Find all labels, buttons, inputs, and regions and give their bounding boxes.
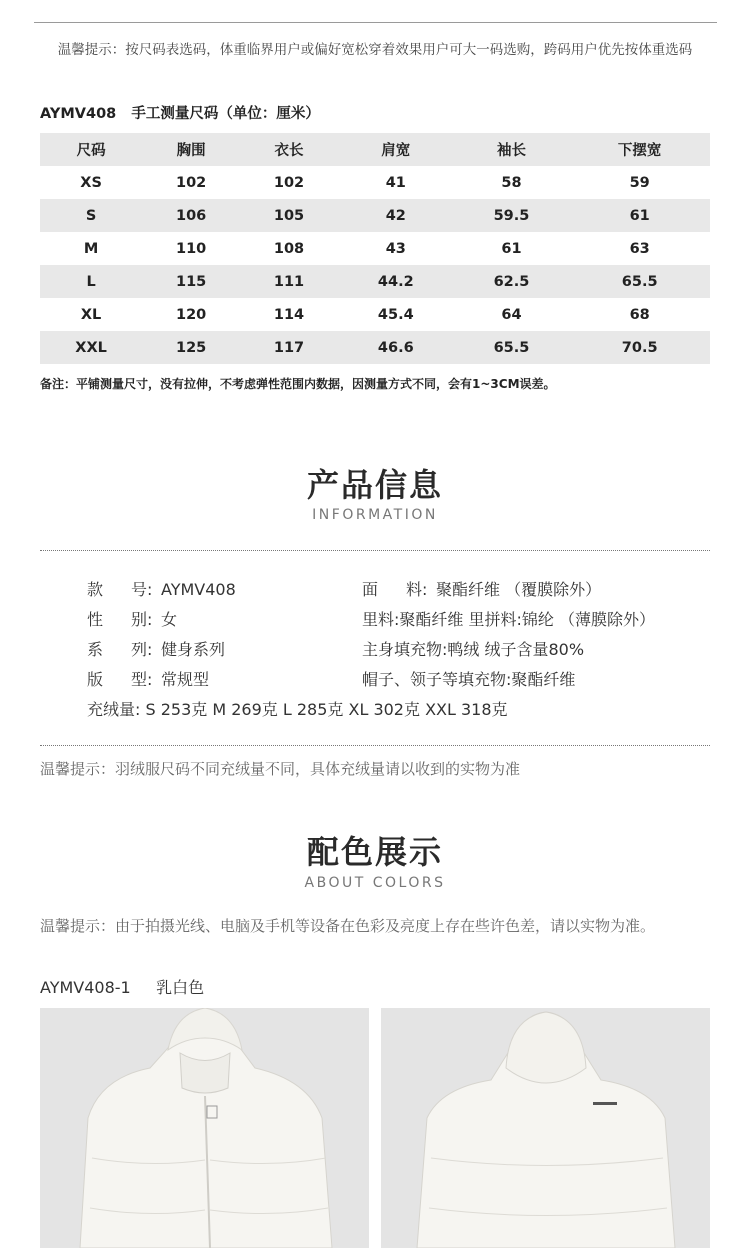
cell-chest: 102 <box>175 174 207 191</box>
cell-length: 117 <box>273 339 305 356</box>
cell-chest: 115 <box>175 273 207 290</box>
info-bottom-divider <box>40 745 710 746</box>
header-length: 衣长 <box>274 143 304 159</box>
cell-length: 105 <box>273 207 305 224</box>
cell-shoulder: 41 <box>385 174 406 191</box>
header-size: 尺码 <box>76 143 106 159</box>
cell-sleeve: 58 <box>501 174 522 191</box>
cell-chest: 106 <box>175 207 207 224</box>
series-label-a: 系 <box>87 640 104 659</box>
header-hem: 下摆宽 <box>617 143 662 159</box>
info-gender <box>87 607 177 630</box>
fabric-label-a: 面 <box>362 580 379 599</box>
table-row <box>40 298 710 331</box>
fit-label-b: 型: <box>131 670 153 689</box>
fill-weight-tip: 温馨提示：羽绒服尺码不同充绒量不同，具体充绒量请以收到的实物为准 <box>40 760 521 778</box>
table-row <box>40 265 710 298</box>
color-code-label: AYMV408-1 乳白色 <box>40 978 205 997</box>
size-note: 备注：平铺测量尺寸，没有拉伸，不考虑弹性范围内数据，因测量方式不同，会有1~3CM误差。 <box>40 377 556 391</box>
gender-value: 女 <box>161 610 178 629</box>
info-lining: 里料:聚酯纤维 里拼料:锦纶 （薄膜除外） <box>362 610 655 629</box>
jacket-back-photo <box>381 1008 710 1248</box>
colors-subtitle: ABOUT COLORS <box>304 875 446 891</box>
fabric-value: 聚酯纤维 （覆膜除外） <box>436 580 602 599</box>
cell-shoulder: 43 <box>385 240 406 257</box>
size-table <box>40 133 710 364</box>
cell-size: L <box>86 273 96 290</box>
table-row <box>40 199 710 232</box>
cell-sleeve: 64 <box>501 306 522 323</box>
info-fill-weight: 充绒量: S 253克 M 269克 L 285克 XL 302克 XXL 318克 <box>87 700 508 719</box>
series-label-b: 列: <box>131 640 153 659</box>
fit-label-a: 版 <box>87 670 104 689</box>
header-chest: 胸围 <box>176 143 206 159</box>
fit-value: 常规型 <box>161 670 210 689</box>
cell-sleeve: 59.5 <box>493 207 530 224</box>
colors-title: 配色展示 <box>306 833 443 871</box>
header-shoulder: 肩宽 <box>381 143 411 159</box>
table-row <box>40 232 710 265</box>
size-table-header-row <box>40 133 710 166</box>
cell-chest: 110 <box>175 240 207 257</box>
info-fit <box>87 667 209 690</box>
cell-size: XL <box>80 306 102 323</box>
cell-hem: 68 <box>629 306 650 323</box>
info-hood-filling: 帽子、领子等填充物:聚酯纤维 <box>362 670 576 689</box>
cell-hem: 59 <box>629 174 650 191</box>
cell-hem: 63 <box>629 240 650 257</box>
info-main-filling: 主身填充物:鸭绒 绒子含量80% <box>362 640 585 659</box>
cell-hem: 61 <box>629 207 650 224</box>
product-info-subtitle: INFORMATION <box>312 507 438 523</box>
cell-size: M <box>83 240 99 257</box>
cell-length: 111 <box>273 273 305 290</box>
fabric-label-b: 料: <box>406 580 428 599</box>
product-info-title: 产品信息 <box>306 466 443 504</box>
size-tip: 温馨提示：按尺码表选码，体重临界用户或偏好宽松穿着效果用户可大一码选购，跨码用户优先按体重选码 <box>57 42 693 58</box>
table-row <box>40 331 710 364</box>
gender-label-b: 别: <box>131 610 153 629</box>
gender-label-a: 性 <box>87 610 104 629</box>
info-style-no <box>87 577 236 600</box>
cell-size: XS <box>80 174 102 191</box>
style-no-value: AYMV408 <box>161 580 236 599</box>
info-series <box>87 637 225 660</box>
cell-shoulder: 45.4 <box>377 306 414 323</box>
cell-length: 114 <box>273 306 305 323</box>
size-chart-title: AYMV408 手工测量尺码（单位：厘米） <box>40 106 320 122</box>
cell-sleeve: 65.5 <box>493 339 530 356</box>
cell-chest: 120 <box>175 306 207 323</box>
cell-shoulder: 42 <box>385 207 406 224</box>
color-tip: 温馨提示：由于拍摄光线、电脑及手机等设备在色彩及亮度上存在些许色差，请以实物为准。 <box>40 917 656 935</box>
info-top-divider <box>40 550 710 551</box>
info-fabric <box>362 577 601 600</box>
top-divider <box>34 22 717 23</box>
cell-length: 108 <box>273 240 305 257</box>
cell-size: XXL <box>75 339 107 356</box>
cell-shoulder: 44.2 <box>377 273 414 290</box>
cell-sleeve: 61 <box>501 240 522 257</box>
style-no-label-b: 号: <box>131 580 153 599</box>
series-value: 健身系列 <box>161 640 226 659</box>
cell-shoulder: 46.6 <box>377 339 414 356</box>
jacket-front-photo <box>40 1008 369 1248</box>
cell-length: 102 <box>273 174 305 191</box>
cell-chest: 125 <box>175 339 207 356</box>
cell-size: S <box>85 207 97 224</box>
cell-hem: 70.5 <box>621 339 658 356</box>
cell-hem: 65.5 <box>621 273 658 290</box>
table-row <box>40 166 710 199</box>
header-sleeve: 袖长 <box>496 143 526 159</box>
style-no-label-a: 款 <box>87 580 104 599</box>
cell-sleeve: 62.5 <box>493 273 530 290</box>
